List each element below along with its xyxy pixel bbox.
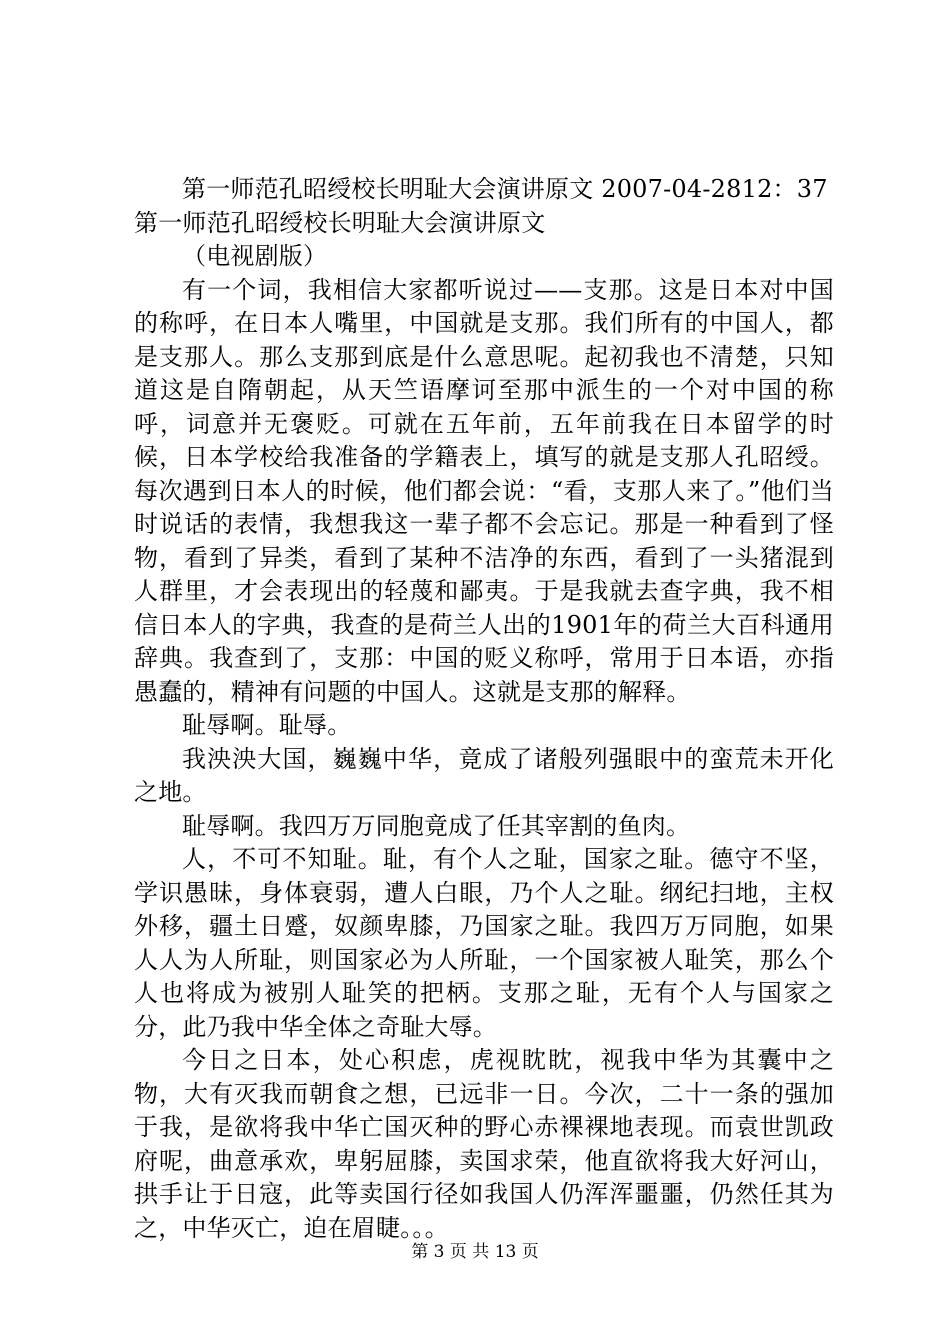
article-title: 第一师范孔昭绶校长明耻大会演讲原文 [134, 208, 546, 237]
body-paragraph: 有一个词，我相信大家都听说过——支那。这是日本对中国的称呼，在日本人嘴里，中国就是支那。我们所有的中国人，都是支那人。那么支那到底是什么意思呢。起初我也不清楚，只知道这是自隋朝起，从天竺语摩诃至那中派生的一个对中国的称呼，词意并无褒贬。可就在五年前，五年前我在日本留学的时候，日本学校给我准备的学籍表上，填写的就是支那人孔昭绶。每次遇到日本人的时候，他们都会说：“看，支那人来了。”他们当时说话的表情，我想我这一辈子都不会忘记。那是一种看到了怪物，看到了异类，看到了某种不洁净的东西，看到了一头猪混到人群里，才会表现出的轻蔑和鄙夷。于是我就去查字典，我不相信日本人的字典，我查的是荷兰人出的1901年的荷兰大百科通用辞典。我查到了，支那：中国的贬义称呼，常用于日本语，亦指愚蠢的，精神有问题的中国人。这就是支那的解释。 [134, 275, 834, 706]
body-paragraph: 耻辱啊。耻辱。 [182, 711, 352, 739]
page-number-footer: 第 3 页 共 13 页 [411, 1242, 539, 1262]
article-header-line: 第一师范孔昭绶校长明耻大会演讲原文 2007-04-2812：37 [182, 175, 828, 203]
body-paragraph: 今日之日本，处心积虑，虎视眈眈，视我中华为其囊中之物，大有灭我而朝食之想，已远非一日。今次，二十一条的强加于我，是欲将我中华亡国灭种的野心赤裸裸地表现。而袁世凯政府呢，曲意承欢，卑躬屈膝，卖国求荣，他直欲将我大好河山，拱手让于日寇，此等卖国行径如我国人仍浑浑噩噩，仍然任其为之，中华灭亡，迫在眉睫。。。 [134, 1046, 834, 1242]
body-paragraph: 耻辱啊。我四万万同胞竟成了任其宰割的鱼肉。 [182, 811, 691, 840]
document-body [134, 173, 834, 1245]
article-subtitle: （电视剧版） [182, 242, 328, 270]
body-paragraph: 我泱泱大国，巍巍中华，竟成了诸般列强眼中的蛮荒未开化之地。 [134, 744, 834, 806]
body-paragraph: 人，不可不知耻。耻，有个人之耻，国家之耻。德守不坚，学识愚昧，身体衰弱，遭人白眼，乃个人之耻。纲纪扫地，主权外移，疆土日蹙，奴颜卑膝，乃国家之耻。我四万万同胞，如果人人为人所耻，则国家必为人所耻，一个国家被人耻笑，那么个人也将成为被别人耻笑的把柄。支那之耻，无有个人与国家之分，此乃我中华全体之奇耻大辱。 [134, 845, 834, 1041]
